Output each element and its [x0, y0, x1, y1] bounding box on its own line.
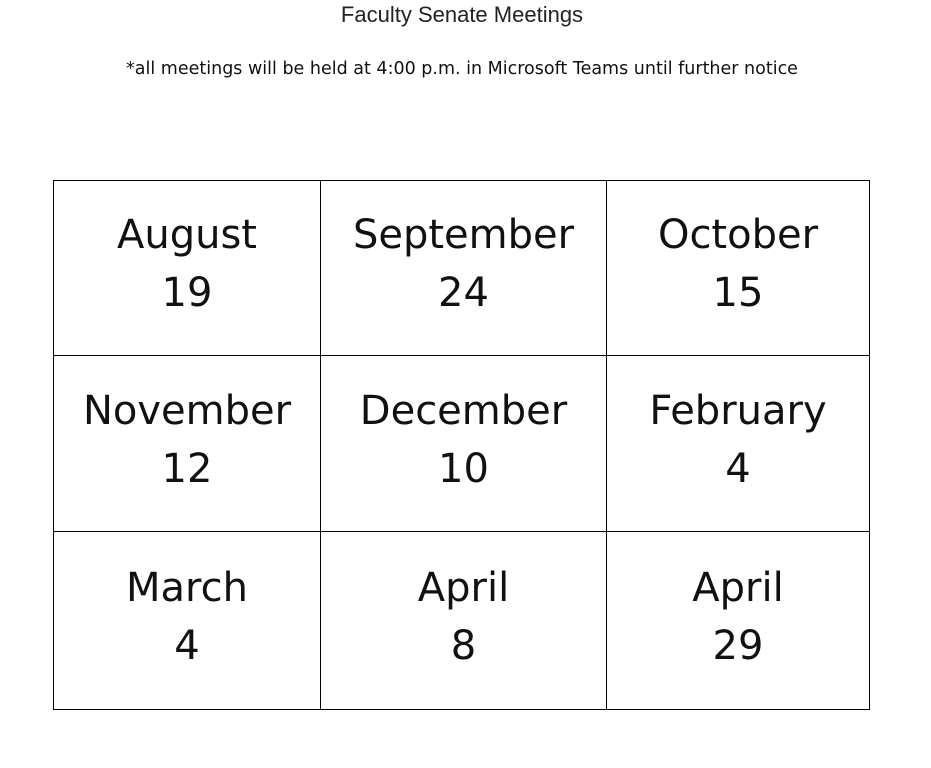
meeting-day: 4 [725, 445, 751, 492]
meeting-cell [54, 181, 321, 356]
meeting-month: March [126, 564, 248, 611]
meeting-note: *all meetings will be held at 4:00 p.m. in Microsoft Teams until further notice [126, 59, 798, 79]
meeting-cell [607, 356, 870, 532]
meeting-month: February [649, 387, 827, 434]
meeting-day: 12 [161, 445, 213, 492]
table-row [54, 532, 870, 710]
meeting-cell [54, 356, 321, 532]
meeting-month: August [117, 212, 257, 258]
meeting-day: 15 [712, 270, 764, 316]
meeting-month: November [82, 387, 292, 434]
meeting-day: 4 [174, 622, 200, 669]
meeting-month: December [359, 387, 568, 434]
table-row [54, 356, 870, 532]
page-title: Faculty Senate Meetings [340, 2, 584, 27]
meeting-day: 19 [161, 270, 213, 316]
meeting-day: 29 [712, 622, 764, 669]
meeting-day: 10 [438, 445, 489, 492]
meeting-cell [54, 532, 321, 710]
meeting-month: April [417, 564, 510, 611]
meeting-day: 8 [450, 622, 477, 669]
meeting-cell [321, 532, 607, 710]
meeting-cell [607, 532, 870, 710]
table-row [54, 181, 870, 356]
meeting-cell [321, 181, 607, 356]
meeting-cell [321, 356, 607, 532]
meeting-cell [607, 181, 870, 356]
meeting-month: September [352, 212, 575, 258]
meeting-month: October [657, 212, 819, 258]
meeting-month: April [692, 564, 784, 611]
meeting-schedule-table [53, 180, 870, 710]
meeting-day: 24 [438, 270, 489, 316]
